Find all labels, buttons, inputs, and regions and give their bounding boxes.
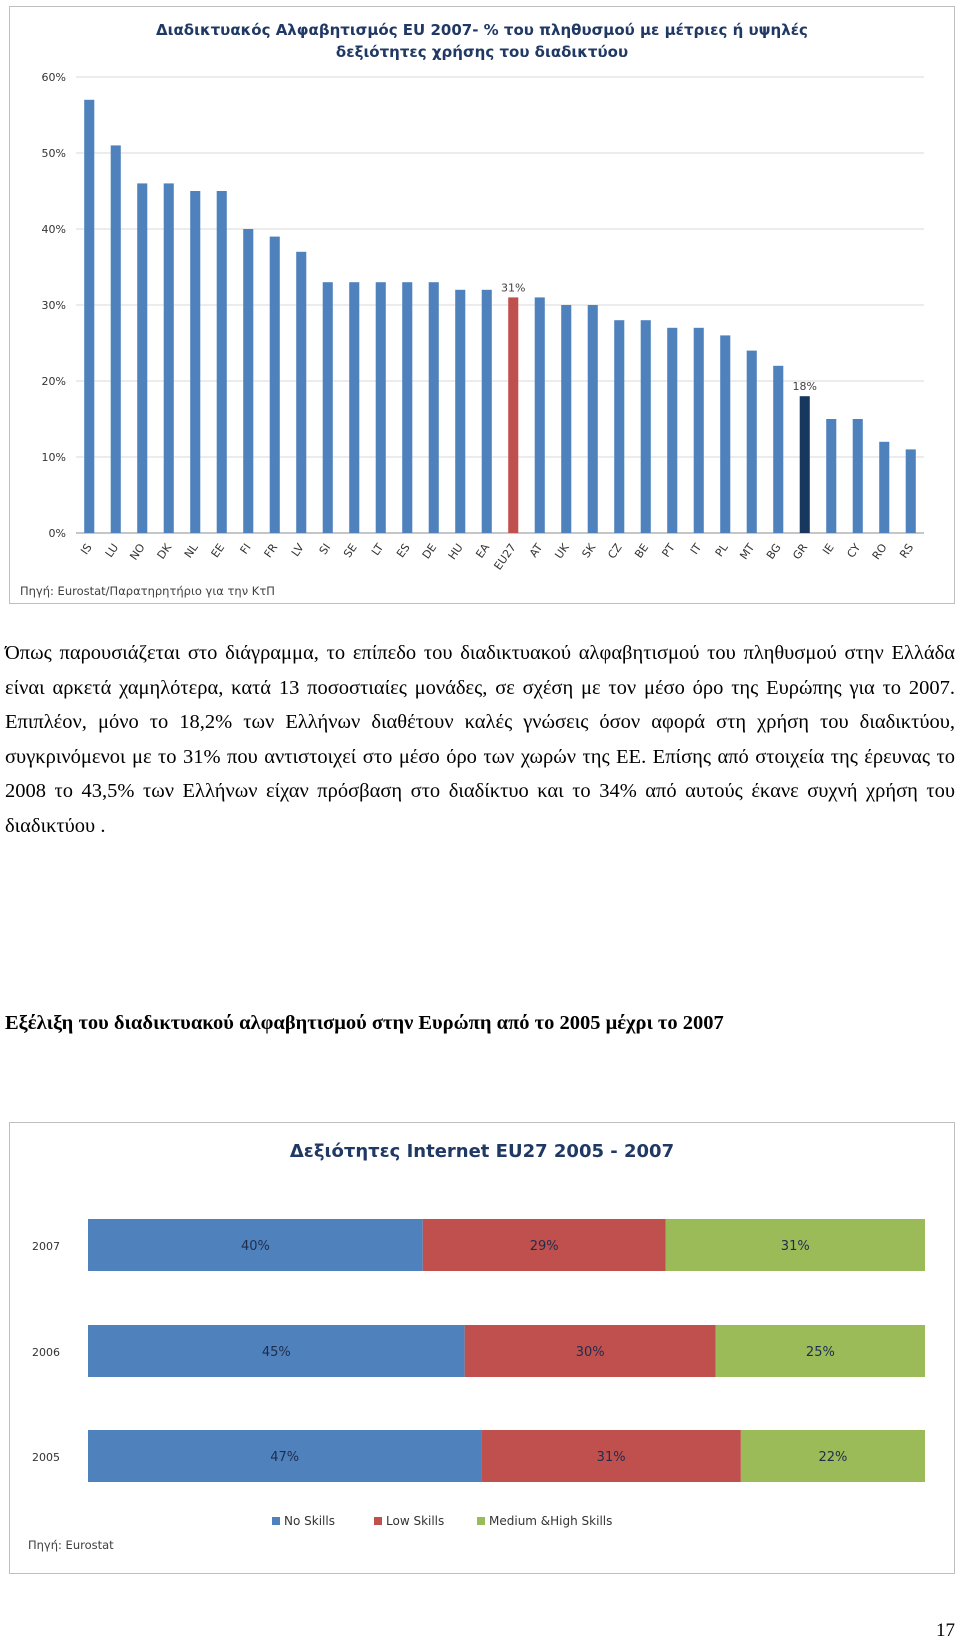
x-tick-label: EE: [208, 541, 228, 561]
segment-label: 29%: [529, 1239, 559, 1254]
legend-label: Medium &High Skills: [489, 1514, 613, 1528]
x-tick-label: BE: [632, 541, 652, 561]
bar-sk: [588, 305, 598, 533]
y-tick-label: 30%: [41, 299, 66, 312]
x-tick-label: RS: [897, 541, 917, 561]
x-tick-label: PT: [659, 541, 678, 560]
bar-lu: [111, 145, 121, 533]
x-tick-label: HU: [445, 541, 466, 563]
bar-gr: [800, 396, 810, 533]
segment-label: 25%: [805, 1345, 835, 1360]
bar-de: [429, 282, 439, 533]
legend-swatch: [272, 1517, 280, 1525]
y-tick-label: 2006: [32, 1346, 60, 1359]
chart-title-line: Διαδικτυακός Αλφαβητισμός EU 2007- % του πληθυσμού με μέτριες ή υψηλές: [156, 21, 808, 39]
bar-hu: [455, 290, 465, 533]
x-tick-label: LT: [369, 541, 387, 559]
x-tick-label: FI: [237, 541, 254, 557]
y-tick-label: 2007: [32, 1240, 60, 1253]
x-tick-label: SE: [341, 541, 360, 561]
data-label: 18%: [792, 380, 817, 394]
segment-label: 31%: [780, 1239, 810, 1254]
internet-literacy-2007-chart: [9, 6, 955, 604]
bar-at: [535, 297, 545, 533]
x-tick-label: CY: [844, 541, 864, 561]
bar-rs: [906, 449, 916, 533]
bar-fr: [270, 237, 280, 533]
section-heading: Εξέλιξη του διαδικτυακού αλφαβητισμού στην Ευρώπη από το 2005 μέχρι το 2007: [5, 1012, 724, 1034]
bar-bg: [773, 366, 783, 533]
bar-se: [349, 282, 359, 533]
body-paragraph: Όπως παρουσιάζεται στο διάγραμμα, το επίπεδο του διαδικτυακού αλφαβητισμού του πληθυσμού στην Ελλάδα είναι αρκετά χαμηλότερα, κατά 13 ποσοστιαίες μονάδες, σε σχέση με τον μέσο όρο της Ευρώπης για το 2007. Επιπλέον, μόνο το 18,2% των Ελλήνων διαθέτουν καλές γνώσεις όσον αφορά στη χρήση του διαδικτύου, συγκρινόμενοι με το 31% που αντιστοιχεί στο μέσο όρο των χωρών της ΕΕ. Επίσης από στοιχεία της έρευνας το 2008 το 43,5% των Ελλήνων είχαν πρόσβαση στο διαδίκτυο και το 34% από αυτούς έκανε συχνή χρήση του διαδικτύου .: [5, 642, 955, 837]
bar-ro: [879, 442, 889, 533]
legend-swatch: [374, 1517, 382, 1525]
bar-lt: [376, 282, 386, 533]
bar-eu27: [508, 297, 518, 533]
data-label: 31%: [501, 281, 526, 295]
bar-is: [84, 100, 94, 533]
x-tick-label: GR: [790, 541, 811, 562]
chart-source: Πηγή: Eurostat: [28, 1538, 114, 1552]
segment-label: 30%: [575, 1345, 605, 1360]
x-tick-label: SI: [316, 541, 334, 558]
x-tick-label: NO: [127, 541, 148, 563]
x-tick-label: UK: [552, 541, 572, 562]
bar-mt: [747, 351, 757, 533]
bar-dk: [164, 183, 174, 533]
x-tick-label: IS: [78, 541, 95, 558]
x-tick-label: BG: [763, 541, 784, 562]
bar-si: [323, 282, 333, 533]
x-tick-label: IE: [820, 541, 837, 558]
legend-swatch: [477, 1517, 485, 1525]
legend-label: Low Skills: [386, 1514, 445, 1528]
x-tick-label: IT: [687, 541, 705, 557]
x-tick-label: RO: [869, 541, 890, 563]
bar-ea: [482, 290, 492, 533]
y-tick-label: 60%: [41, 71, 66, 84]
x-tick-label: LV: [288, 541, 307, 559]
bar-es: [402, 282, 412, 533]
y-tick-label: 20%: [41, 375, 66, 388]
internet-skills-2005-2007-svg: [10, 1123, 954, 1573]
x-tick-label: AT: [526, 541, 546, 560]
chart-title-line: δεξιότητες χρήσης του διαδικτύου: [335, 43, 629, 61]
bar-be: [641, 320, 651, 533]
y-tick-label: 10%: [41, 451, 66, 464]
bar-fi: [243, 229, 253, 533]
y-tick-label: 2005: [32, 1451, 60, 1464]
bar-pt: [667, 328, 677, 533]
bar-uk: [561, 305, 571, 533]
y-tick-label: 40%: [41, 223, 66, 236]
bar-cz: [614, 320, 624, 533]
x-tick-label: CZ: [605, 541, 625, 562]
x-tick-label: EU27: [491, 541, 519, 573]
y-tick-label: 0%: [48, 527, 66, 540]
x-tick-label: FR: [261, 541, 281, 561]
bar-ie: [826, 419, 836, 533]
bar-ee: [217, 191, 227, 533]
bar-cy: [853, 419, 863, 533]
x-tick-label: LU: [102, 541, 122, 560]
chart-title: Δεξιότητες Internet EU27 2005 - 2007: [289, 1141, 675, 1162]
bar-it: [694, 328, 704, 533]
bar-pl: [720, 335, 730, 533]
bar-no: [137, 183, 147, 533]
x-tick-label: PL: [712, 541, 731, 560]
bar-lv: [296, 252, 306, 533]
y-tick-label: 50%: [41, 147, 66, 160]
segment-label: 22%: [818, 1450, 848, 1465]
segment-label: 40%: [240, 1239, 270, 1254]
segment-label: 31%: [596, 1450, 626, 1465]
legend-label: No Skills: [284, 1514, 335, 1528]
chart-source: Πηγή: Eurostat/Παρατηρητήριο για την ΚτΠ: [20, 584, 275, 598]
bar-nl: [190, 191, 200, 533]
internet-skills-2005-2007-chart: [9, 1122, 955, 1574]
x-tick-label: EA: [473, 541, 493, 561]
segment-label: 45%: [261, 1345, 291, 1360]
page-number: 17: [936, 1620, 955, 1641]
x-tick-label: DK: [154, 541, 175, 562]
internet-literacy-2007-svg: [10, 7, 954, 603]
x-tick-label: NL: [181, 541, 201, 561]
x-tick-label: MT: [737, 541, 758, 563]
segment-label: 47%: [270, 1450, 300, 1465]
x-tick-label: DE: [419, 541, 440, 562]
x-tick-label: ES: [394, 541, 413, 561]
x-tick-label: SK: [579, 541, 599, 561]
